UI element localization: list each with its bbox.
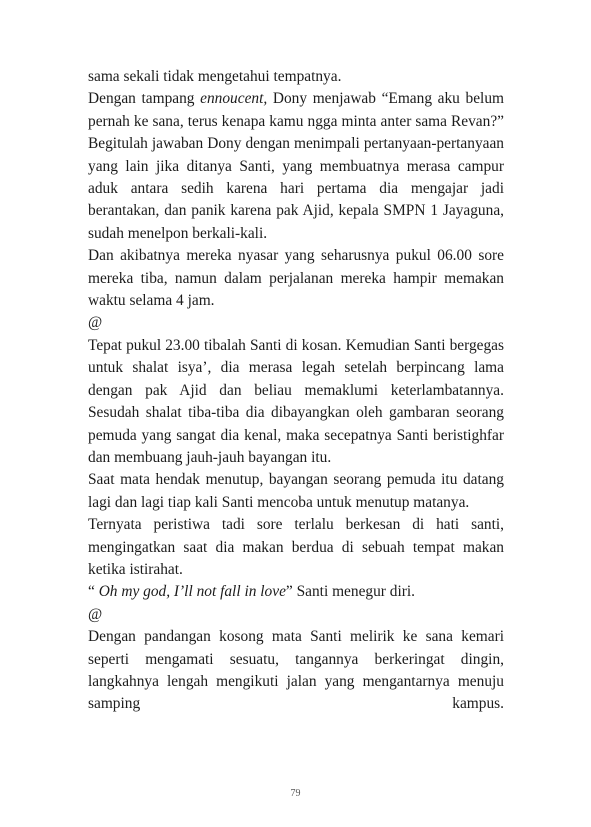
paragraph-1: sama sekali tidak mengetahui tempatnya. — [88, 68, 342, 85]
quote-open: “ — [88, 583, 99, 601]
section-separator-2: @ — [88, 605, 103, 623]
page-body — [88, 66, 504, 716]
paragraph-2 — [88, 88, 504, 245]
paragraph-4: Tepat pukul 23.00 tibalah Santi di kosan. Kemudian Santi bergegas untuk shalat isya’, dia merasa legah setelah berpincang lama dengan pak Ajid dan beliau memaklumi keterlambatannya. Sesudah shalat tiba-tiba dia dibayangkan oleh gambaran seorang pemuda yang sangat dia kenal, maka secepatnya Santi beristighfar dan membuang jauh-jauh bayangan itu. — [88, 336, 504, 466]
paragraph-2-italic: ennoucent, — [200, 90, 268, 108]
paragraph-2-text-before: Dengan tampang — [88, 90, 201, 108]
paragraph-7-quote — [88, 581, 504, 603]
paragraph-3: Dan akibatnya mereka nyasar yang seharusnya pukul 06.00 sore mereka tiba, namun dalam perjalanan mereka hampir memakan waktu selama 4 jam. — [88, 247, 504, 310]
quote-italic: Oh my god, I’ll not fall in love — [98, 583, 286, 601]
paragraph-2-text-after: Dony menjawab “Emang aku belum pernah ke sana, terus kenapa kamu ngga minta anter sama Revan?” Begitulah jawaban Dony dengan menimpali pertanyaan-pertanyaan yang lain jika ditanya Santi, yang membuatnya merasa campur aduk antara sedih karena hari pertama dia mengajar jadi berantakan, dan panik karena pak Ajid, kepala SMPN 1 Jayaguna, sudah menelpon berkali-kali. — [88, 90, 504, 242]
page-number: 79 — [290, 788, 301, 799]
section-separator-1: @ — [88, 314, 103, 332]
quote-close: ” Santi menegur diri. — [285, 583, 415, 601]
paragraph-6: Ternyata peristiwa tadi sore terlalu berkesan di hati santi, mengingatkan saat dia makan berdua di sebuah tempat makan ketika istirahat. — [88, 516, 504, 578]
paragraph-8: Dengan pandangan kosong mata Santi melirik ke sana kemari seperti mengamati sesuatu, tangannya berkeringat dingin, langkahnya lengah mengikuti jalan yang mengantarnya menuju samping kampus. — [88, 628, 504, 713]
paragraph-5: Saat mata hendak menutup, bayangan seorang pemuda itu datang lagi dan lagi tiap kali Santi mencoba untuk menutup matanya. — [88, 471, 504, 511]
